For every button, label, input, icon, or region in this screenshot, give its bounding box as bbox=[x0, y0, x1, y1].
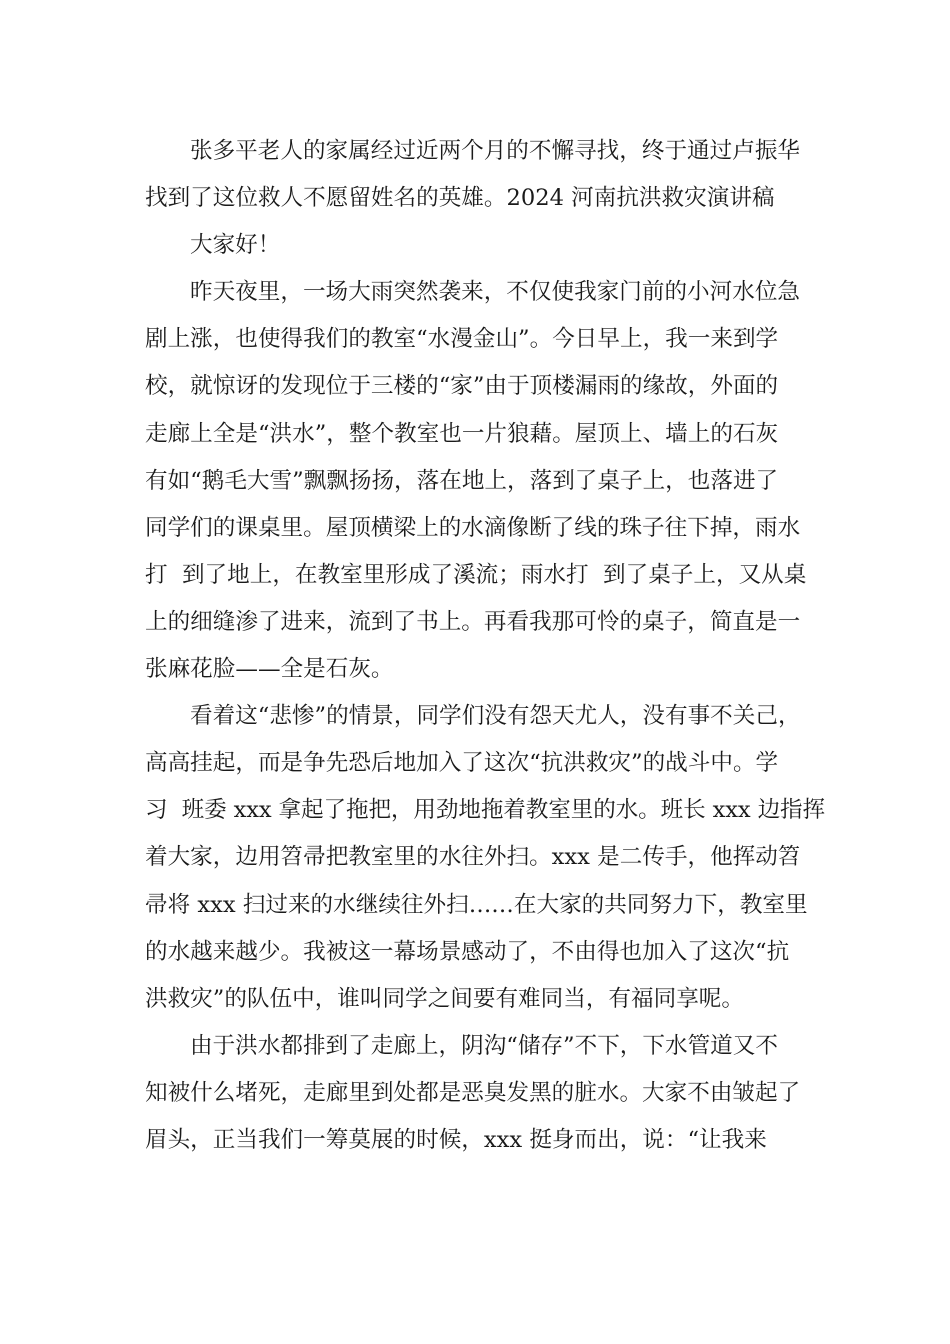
greeting-line: 大家好！ bbox=[190, 232, 281, 259]
text-line: 走廊上全是“洪水”，整个教室也一片狼藉。屋顶上、墙上的石灰 bbox=[145, 420, 779, 447]
text-line: 打 到了地上，在教室里形成了溪流；雨水打 到了桌子上，又从桌 bbox=[145, 561, 807, 588]
text-line: 张麻花脸——全是石灰。 bbox=[145, 656, 394, 683]
text-line: 看着这“悲惨”的情景，同学们没有怨天尤人，没有事不关己， bbox=[190, 703, 801, 730]
text-line: 的水越来越少。我被这一幕场景感动了，不由得也加入了这次“抗 bbox=[145, 938, 790, 965]
text-line: 上的细缝渗了进来，流到了书上。再看我那可怜的桌子，简直是一 bbox=[145, 608, 801, 635]
text-line: 习 班委 xxx 拿起了拖把，用劲地拖着教室里的水。班长 xxx 边指挥 bbox=[145, 797, 825, 824]
text-line: 帚将 xxx 扫过来的水继续往外扫……在大家的共同努力下，教室里 bbox=[145, 891, 808, 918]
text-line: 由于洪水都排到了走廊上，阴沟“储存”不下，下水管道又不 bbox=[190, 1032, 778, 1059]
text-line: 剧上涨，也使得我们的教室“水漫金山”。今日早上，我一来到学 bbox=[145, 326, 779, 353]
text-line: 洪救灾”的队伍中，谁叫同学之间要有难同当，有福同享呢。 bbox=[145, 985, 744, 1012]
text-line: 张多平老人的家属经过近两个月的不懈寻找，终于通过卢振华 bbox=[190, 138, 801, 164]
text-line: 找到了这位救人不愿留姓名的英雄。2024 河南抗洪救灾演讲稿 bbox=[145, 185, 775, 212]
text-line: 昨天夜里，一场大雨突然袭来，不仅使我家门前的小河水位急 bbox=[190, 279, 801, 306]
text-line: 同学们的课桌里。屋顶横梁上的水滴像断了线的珠子往下掉，雨水 bbox=[145, 514, 801, 541]
text-line: 有如“鹅毛大雪”飘飘扬扬，落在地上，落到了桌子上，也落进了 bbox=[145, 467, 779, 494]
speech-text bbox=[145, 128, 825, 1164]
text-line: 校，就惊讶的发现位于三楼的“家”由于顶楼漏雨的缘故，外面的 bbox=[145, 373, 779, 400]
text-line: 着大家，边用笤帚把教室里的水往外扫。xxx 是二传手，他挥动笤 bbox=[145, 844, 801, 871]
text-line: 高高挂起，而是争先恐后地加入了这次“抗洪救灾”的战斗中。学 bbox=[145, 750, 779, 777]
text-line: 知被什么堵死，走廊里到处都是恶臭发黑的脏水。大家不由皱起了 bbox=[145, 1079, 801, 1106]
text-line: 眉头，正当我们一筹莫展的时候，xxx 挺身而出，说：“让我来 bbox=[145, 1126, 767, 1153]
